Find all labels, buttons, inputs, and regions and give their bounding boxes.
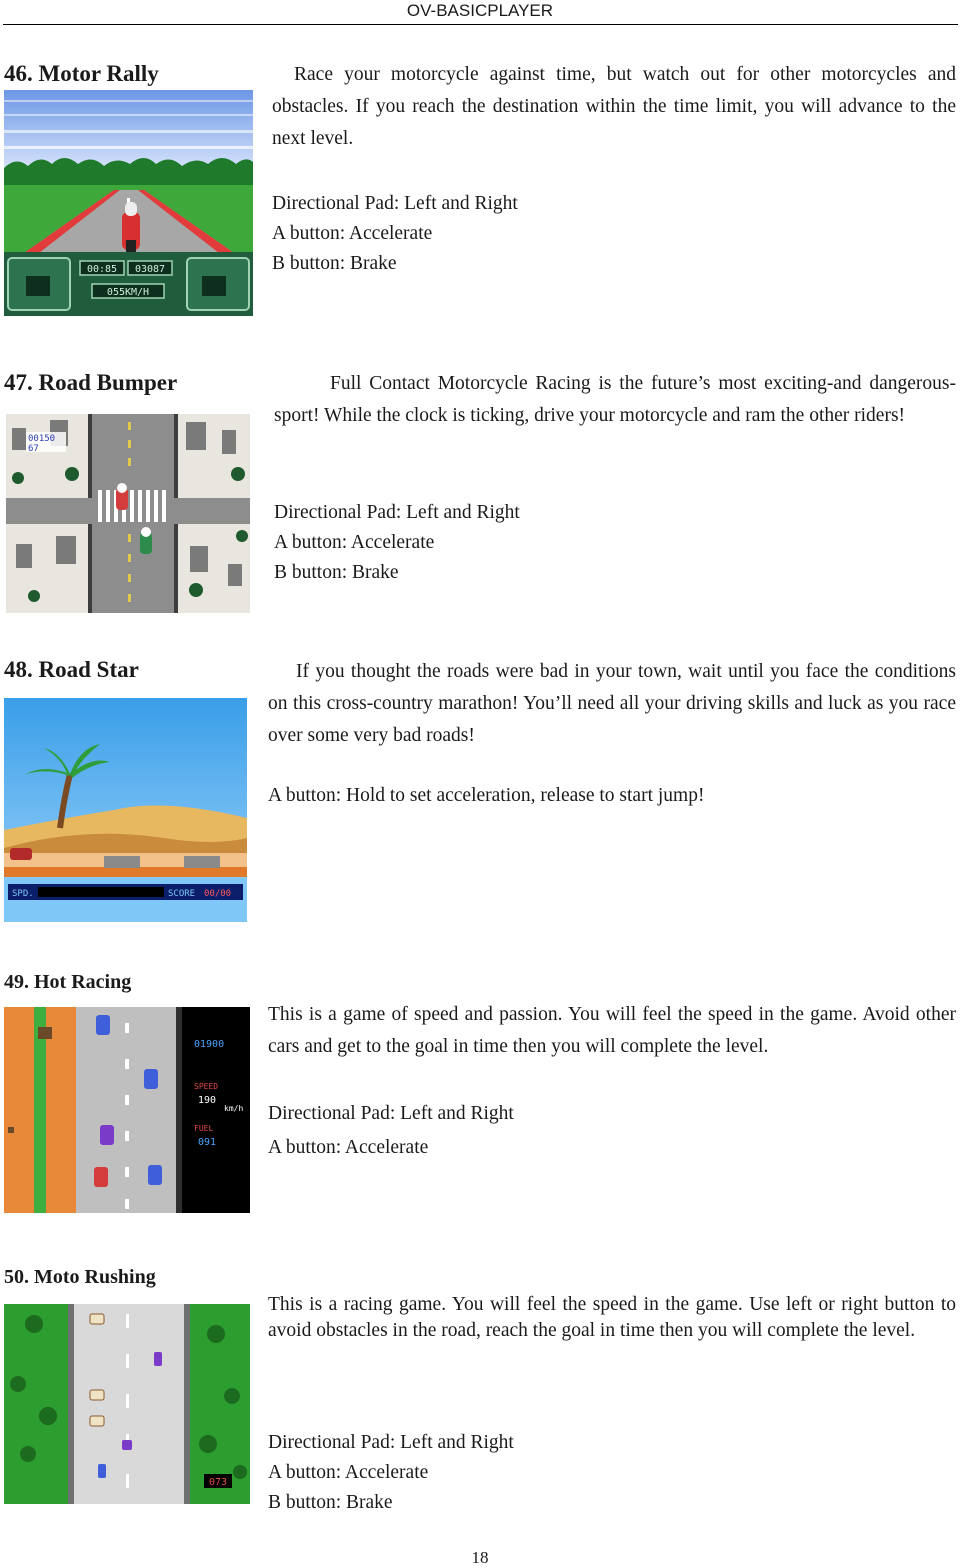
game-number: 46. (4, 61, 33, 86)
page-number: 18 (471, 1548, 489, 1567)
game-number: 48. (4, 657, 33, 682)
game-title-road-bumper (4, 369, 177, 397)
control-line: B button: Brake (272, 253, 397, 274)
game-controls (274, 498, 520, 588)
game-name: Hot Racing (34, 971, 132, 993)
game-description: This is a game of speed and passion. You will feel the speed in the game. Avoid other cars and get to the goal in time then you will complete the level. (268, 1004, 956, 1057)
game-controls (268, 781, 704, 811)
hud-speed: 190 (198, 1095, 217, 1106)
hud-speed-unit: km/h (224, 1104, 244, 1113)
hud-speed-label: SPEED (194, 1082, 219, 1091)
screenshot-motor-rally (4, 90, 253, 316)
hud-speed: 055KM/H (106, 287, 150, 298)
game-name: Motor Rally (38, 61, 159, 86)
game-name: Road Star (38, 657, 139, 682)
hud-time: 00:85 (86, 264, 118, 275)
screenshot-hot-racing (4, 1007, 250, 1213)
hud-timer: 67 (28, 444, 39, 454)
hud-score: 00150 (28, 434, 56, 444)
game-title-road-star (4, 656, 139, 684)
screenshot-moto-rushing (4, 1304, 250, 1504)
game-title-motor-rally (4, 60, 159, 88)
control-line: Directional Pad: Left and Right (272, 193, 518, 214)
control-line: A button: Hold to set acceleration, release to start jump! (268, 785, 705, 806)
hud-spd-label: SPD. (12, 889, 34, 899)
control-line: Directional Pad: Left and Right (274, 502, 520, 523)
hud-score: 01900 (194, 1039, 225, 1050)
game-name: Moto Rushing (34, 1266, 156, 1288)
game-controls (268, 1097, 514, 1165)
control-line: A button: Accelerate (274, 532, 435, 553)
control-line: Directional Pad: Left and Right (268, 1103, 514, 1124)
screenshot-road-star (4, 698, 247, 922)
game-number: 47. (4, 370, 33, 395)
control-line: B button: Brake (268, 1492, 393, 1513)
control-line: A button: Accelerate (268, 1137, 429, 1158)
game-controls (272, 189, 518, 279)
game-title-hot-racing (4, 968, 131, 996)
hud-distance: 03087 (134, 264, 166, 275)
hud-score-label: SCORE (168, 889, 196, 899)
hud-score: 00/00 (204, 889, 232, 899)
game-title-moto-rushing (4, 1263, 156, 1291)
game-description: Race your motorcycle against time, but watch out for other motorcycles and obstacles. If you reach the destination within the time limit, you will advance to the next level. (272, 64, 956, 149)
hud-fuel-label: FUEL (194, 1124, 214, 1133)
game-description: Full Contact Motorcycle Racing is the future’s most exciting-and dangerous-sport! While the clock is ticking, drive your motorcycle and ram the other riders! (274, 373, 956, 426)
control-line: A button: Accelerate (268, 1462, 429, 1483)
game-description: This is a racing game. You will feel the speed in the game. Use left or right button to avoid obstacles in the road, reach the goal in time then you will complete the level. (268, 1294, 956, 1341)
hud-fuel: 091 (198, 1137, 217, 1148)
control-line: B button: Brake (274, 562, 399, 583)
control-line: A button: Accelerate (272, 223, 433, 244)
hud-counter: 073 (208, 1477, 228, 1488)
game-number: 50. (4, 1266, 29, 1288)
game-name: Road Bumper (38, 370, 178, 395)
game-description: If you thought the roads were bad in your town, wait until you face the conditions on this cross-country marathon! You’ll need all your driving skills and luck as you race over some very bad roads! (268, 661, 956, 746)
control-line: Directional Pad: Left and Right (268, 1432, 514, 1453)
game-number: 49. (4, 971, 29, 993)
screenshot-road-bumper (6, 414, 250, 613)
header-divider (3, 24, 958, 25)
page-header: OV-BASICPLAYER (406, 1, 554, 20)
game-controls (268, 1428, 514, 1518)
